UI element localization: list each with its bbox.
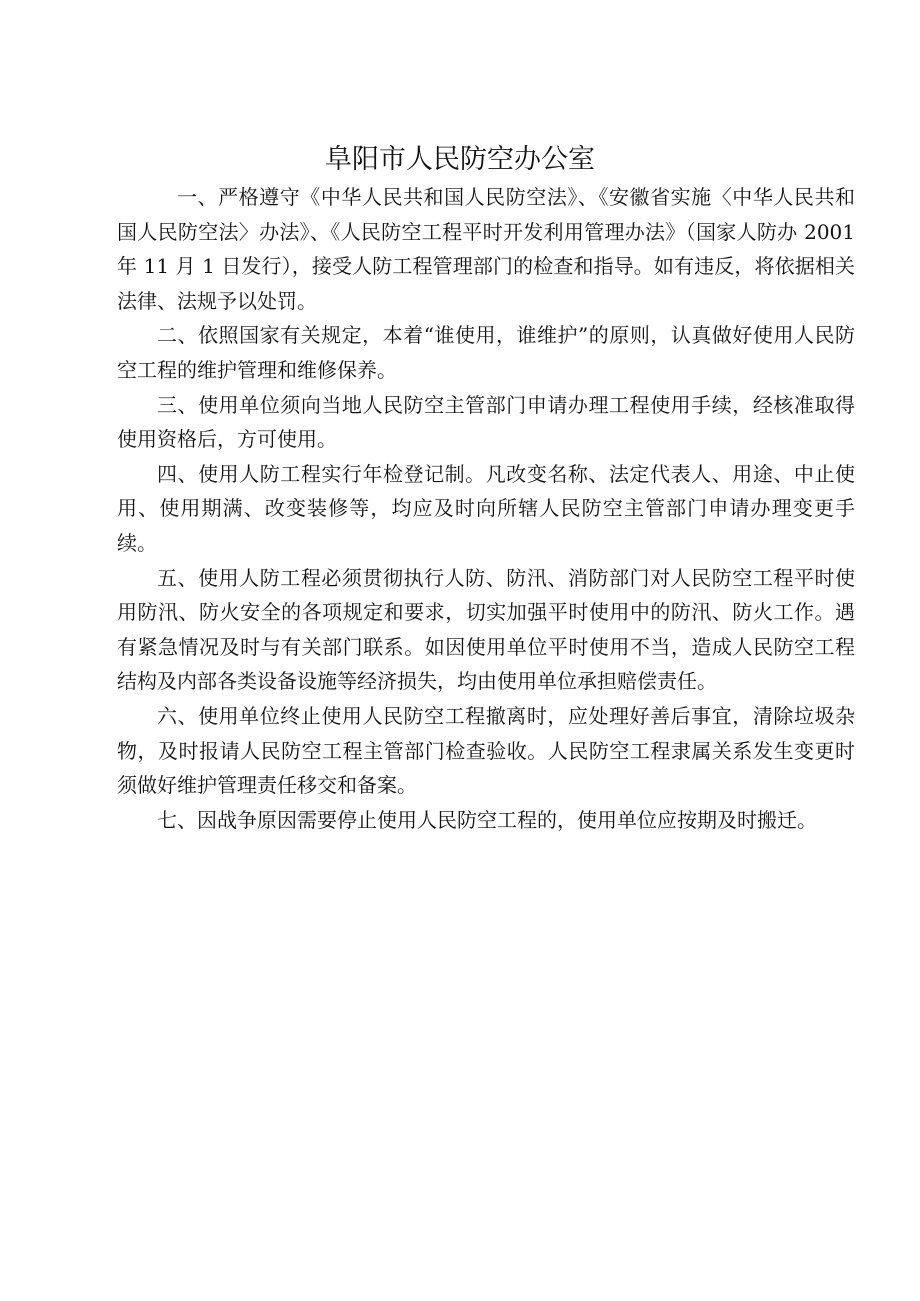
paragraph-6: 六、使用单位终止使用人民防空工程撤离时，应处理好善后事宜，清除垃圾杂物，及时报请人民防空工程主管部门检查验收。人民防空工程隶属关系发生变更时须做好维护管理责任移交和备案。 bbox=[117, 703, 855, 798]
paragraph-4: 四、使用人防工程实行年检登记制。凡改变名称、法定代表人、用途、中止使用、使用期满、改变装修等，均应及时向所辖人民防空主管部门申请办理变更手续。 bbox=[117, 461, 855, 555]
document-title: 阜阳市人民防空办公室 bbox=[325, 144, 595, 175]
paragraph-5: 五、使用人防工程必须贯彻执行人防、防汛、消防部门对人民防空工程平时使用防汛、防火安全的各项规定和要求，切实加强平时使用中的防汛、防火工作。遇有紧急情况及时与有关部门联系。如因使用单位平时使用不当，造成人民防空工程结构及内部各类设备设施等经济损失，均由使用单位承担赔偿责任。 bbox=[117, 565, 855, 694]
paragraph-2: 二、依照国家有关规定，本着“谁使用，谁维护”的原则，认真做好使用人民防空工程的维护管理和维修保养。 bbox=[117, 323, 855, 382]
paragraph-7: 七、因战争原因需要停止使用人民防空工程的，使用单位应按期及时搬迁。 bbox=[157, 807, 817, 832]
paragraph-1: 一、严格遵守《中华人民共和国人民防空法》、《安徽省实施〈中华人民共和国人民防空法〉办法》、《人民防空工程平时开发利用管理办法》（国家人防办 2001 年 11 月 1 日发行），接受人防工程管理部门的检查和指导。如有违反，将依据相关法律、法规予以处罚。 bbox=[117, 185, 855, 313]
paragraph-3: 三、使用单位须向当地人民防空主管部门申请办理工程使用手续，经核准取得使用资格后，方可使用。 bbox=[117, 392, 855, 452]
document-body bbox=[117, 180, 855, 837]
